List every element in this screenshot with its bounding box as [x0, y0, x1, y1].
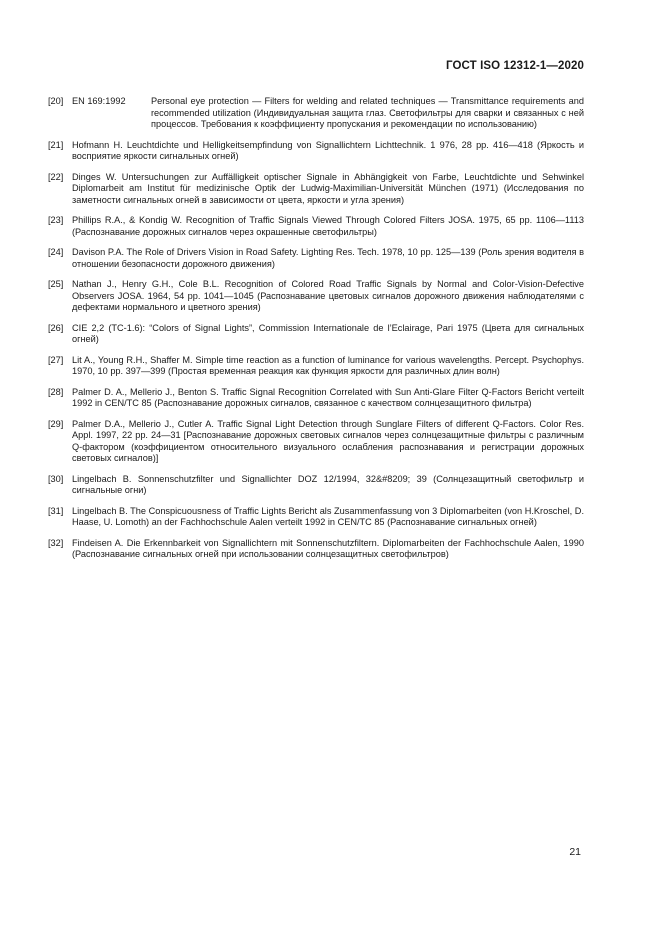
standard-designation: ГОСТ ISO 12312-1—2020	[446, 60, 584, 72]
reference-item	[48, 247, 584, 270]
reference-text: Palmer D. A., Mellerio J., Benton S. Traffic Signal Recognition Correlated with Sun Anti-Glare Filter Q-Factors Bericht verteilt 1992 in CEN/TC 85 (Распознавание дорожных сигналов, связанное с качеством солнцезащитного фильтра)	[72, 386, 584, 409]
reference-number: [29]	[48, 418, 64, 429]
reference-text: Dinges W. Untersuchungen zur Auffälligkeit optischer Signale in Abhängigkeit von Farbe, Leuchtdichte und Sehwinkel Diplomarbeit am Institut für medizinische Optik der Ludwig-Maximilian-Universität München (1971) (Исследования по заметности сигнальных огней в зависимости от цвета, яркости и угла зрения)	[72, 171, 584, 205]
reference-number: [30]	[48, 473, 64, 484]
reference-number: [22]	[48, 171, 64, 182]
reference-text: Davison P.A. The Role of Drivers Vision in Road Safety. Lighting Res. Tech. 1978, 10 pp. 125—139 (Роль зрения водителя в отношении безопасности дорожного движения)	[72, 247, 584, 269]
reference-item	[48, 538, 584, 561]
reference-number: [24]	[48, 247, 64, 258]
page-number: 21	[569, 846, 581, 858]
reference-number: [25]	[48, 279, 64, 290]
reference-text: Nathan J., Henry G.H., Cole B.L. Recognition of Colored Road Traffic Signals by Normal and Color-Vision-Defective Observers JOSA. 1964, 54 pp. 1041—1045 (Распознавание цветовых сигналов дорожного движения наблюдателями с дефектами нормального и цветного зрения)	[72, 279, 584, 313]
reference-text: Phillips R.A., & Kondig W. Recognition of Traffic Signals Viewed Through Colored Filters JOSA. 1975, 65 pp. 1106—1113 (Распознавание дорожных сигналов через окрашенные светофильтры)	[72, 215, 584, 237]
reference-number: [31]	[48, 505, 64, 516]
reference-text: Findeisen A. Die Erkennbarkeit von Signallichtern mit Sonnenschutzfiltern. Diplomarbeiten der Fachhochschule Aalen, 1990 (Распознавание сигнальных огней при использовании солнцезащитных светофильтров)	[72, 537, 584, 560]
reference-code: EN 169:1992	[72, 96, 126, 106]
reference-item	[48, 323, 584, 346]
reference-number: [21]	[48, 139, 64, 150]
reference-item	[48, 140, 584, 163]
reference-text: Palmer D.A., Mellerio J., Cutler A. Traffic Signal Light Detection through Sunglare Filters of different Q-Factors. Color Res. Appl. 1997, 22 pp. 24—31 [Распознавание дорожных световых сигналов через солнцезащитные фильтры с различным Q-фактором (коэффициентом относительного визуального ослабления распознавания и регистрации дорожных световых сигналов)]	[72, 418, 584, 464]
reference-number: [28]	[48, 386, 64, 397]
reference-list	[48, 96, 584, 570]
reference-item	[48, 215, 584, 238]
reference-text: Lit A., Young R.H., Shaffer M. Simple time reaction as a function of luminance for various wavelengths. Percept. Psychophys. 1970, 10 pp. 397—399 (Простая временная реакция как функция яркости для различных длин волн)	[72, 354, 584, 377]
reference-text: Personal eye protection — Filters for welding and related techniques — Transmittance requirements and recommended utilization (Индивидуальная защита глаз. Светофильтры для сварки и связанных с ней процессов. Требования к коэффициенту пропускания и рекомендации по использованию)	[151, 96, 584, 130]
reference-text: Lingelbach B. The Conspicuousness of Traffic Lights Bericht als Zusammenfassung von 3 Diplomarbeiten (von H.Kroschel, D. Haase, U. Lomoth) an der Fachhochschule Aalen verteilt 1992 in CEN/TC 85 (Распознавание сигнальных огней)	[72, 505, 584, 528]
reference-text: CIE 2,2 (TC-1.6): “Colors of Signal Lights”, Commission Internationale de l’Eclairage, Pari 1975 (Цвета для сигнальных огней)	[72, 322, 584, 345]
reference-number: [23]	[48, 215, 64, 226]
reference-text: Lingelbach B. Sonnenschutzfilter und Signallichter DOZ 12/1994, 32&#8209; 39 (Солнцезащитный светофильтр и сигнальные огни)	[72, 473, 584, 496]
reference-item	[48, 172, 584, 207]
reference-text: Hofmann H. Leuchtdichte und Helligkeitsempfindung von Signallichtern Lichttechnik. 1 976, 28 pp. 416—418 (Яркость и восприятие яркости сигнальных огней)	[72, 139, 584, 162]
reference-item	[48, 506, 584, 529]
reference-item	[48, 355, 584, 378]
reference-number: [32]	[48, 537, 64, 548]
reference-number: [26]	[48, 322, 64, 333]
reference-item	[48, 387, 584, 410]
reference-item	[48, 474, 584, 497]
reference-item	[48, 279, 584, 314]
reference-item	[48, 419, 584, 465]
reference-number: [20]	[48, 96, 64, 106]
reference-item	[48, 96, 584, 131]
reference-number: [27]	[48, 354, 64, 365]
